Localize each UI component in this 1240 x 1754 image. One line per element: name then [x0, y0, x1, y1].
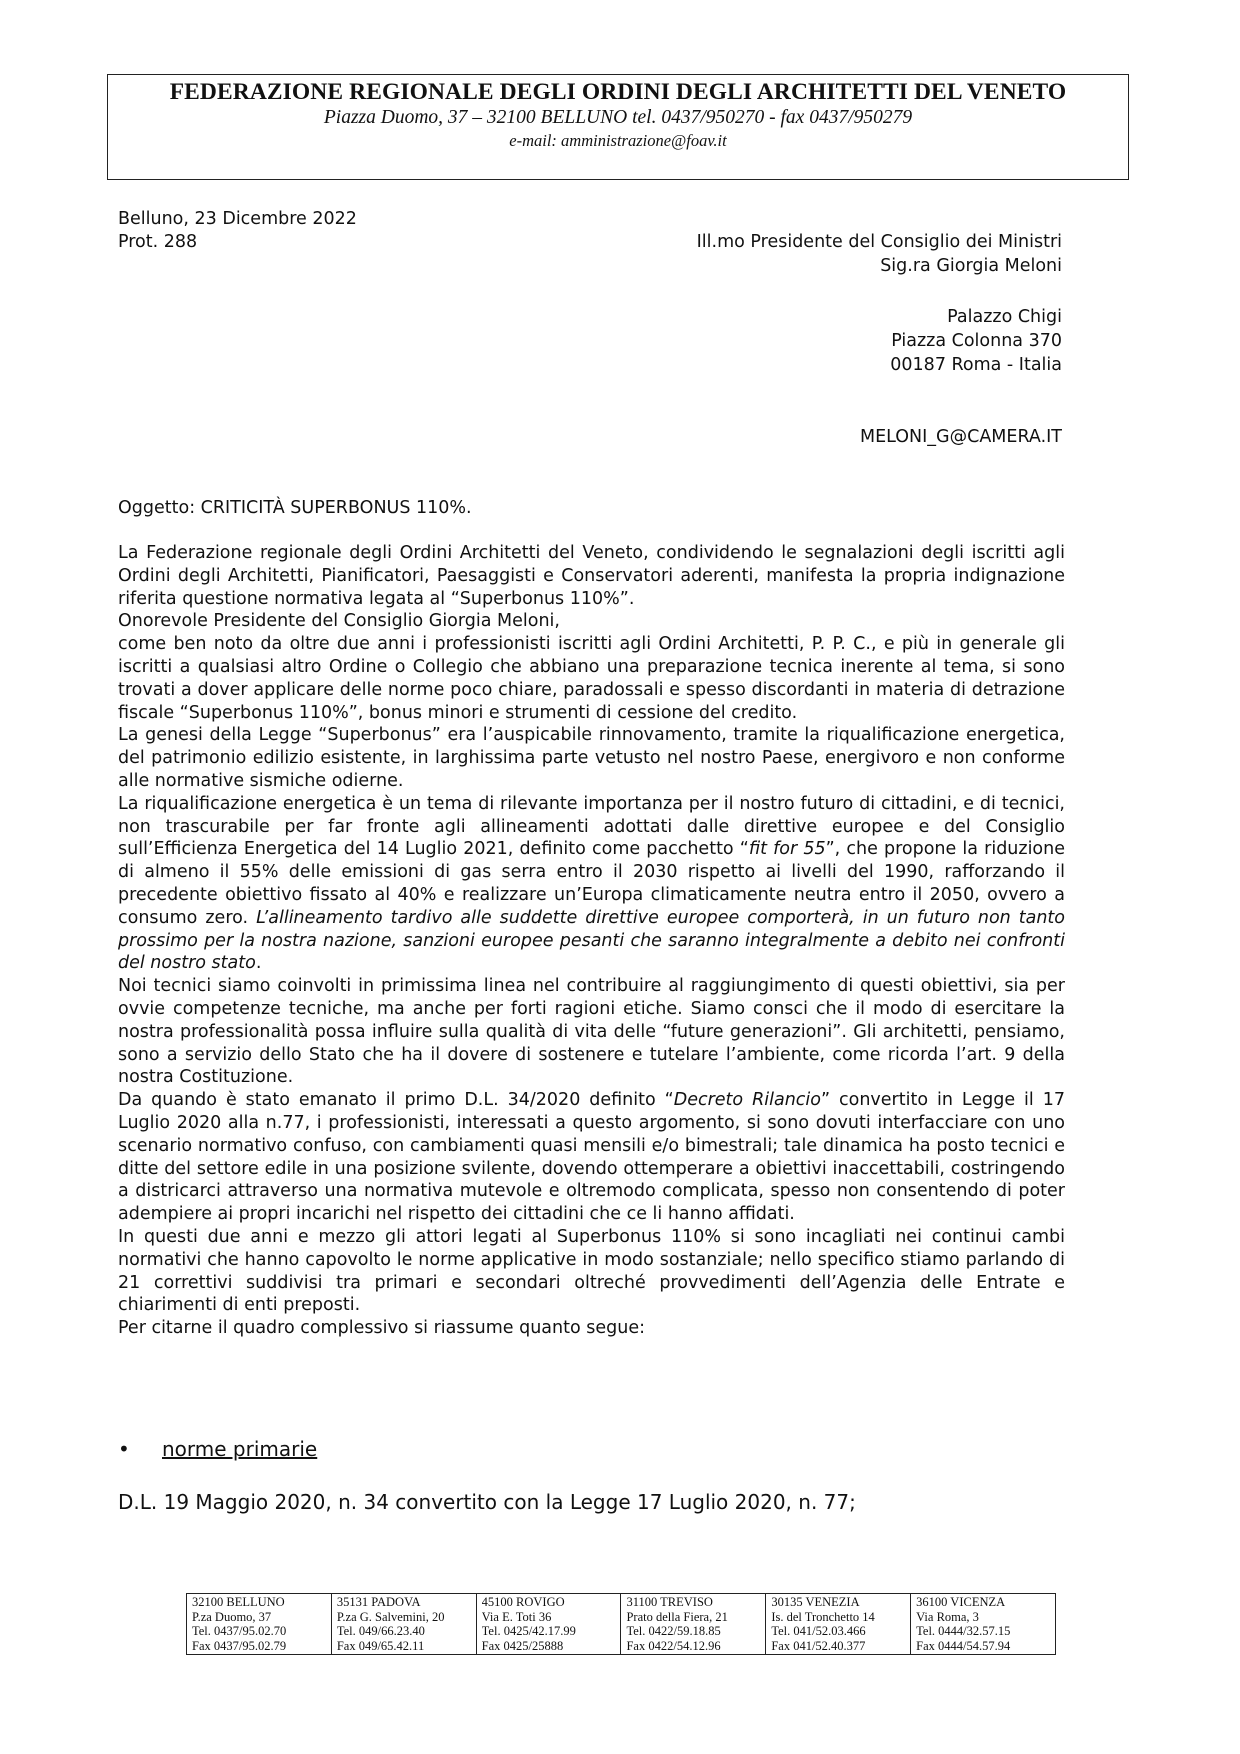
recipient-building: Palazzo Chigi	[947, 307, 1062, 327]
office-fax: Fax 041/52.40.377	[771, 1638, 866, 1653]
office-cell	[331, 1594, 476, 1655]
text-run: .	[255, 953, 262, 974]
letterhead-email: e-mail: amministrazione@foav.it	[509, 131, 727, 150]
office-cell	[911, 1594, 1056, 1655]
paragraph: La genesi della Legge “Superbonus” era l’auspicabile rinnovamento, tramite la riqualificazione energetica, del patrimonio edilizio esistente, in larghissima parte vetusto nel nostro Paese, energivoro e non conforme alle normative sismiche odierne.	[118, 725, 1065, 791]
letter-body	[118, 542, 1065, 1340]
office-cell	[476, 1594, 621, 1655]
bullet-label: norme primarie	[162, 1437, 318, 1461]
emphasis-text: Decreto Rilancio	[673, 1090, 821, 1111]
paragraph: come ben noto da oltre due anni i professionisti iscritti agli Ordini Architetti, P. P. C., e più in generale gli iscritti a qualsiasi altro Ordine o Collegio che abbiano una preparazione tecnica inerente al tema, si sono trovati a dover applicare delle norme poco chiare, paradossali e spesso discordanti in materia di detrazione fiscale “Superbonus 110%”, bonus minori e strumenti di cessione del credito.	[118, 634, 1065, 723]
office-address: P.za G. Salvemini, 20	[336, 1609, 445, 1624]
office-address: Prato della Fiera, 21	[626, 1609, 728, 1624]
recipient-email: MELONI_G@CAMERA.IT	[860, 427, 1062, 447]
office-cell	[766, 1594, 911, 1655]
office-city: 45100 ROVIGO	[481, 1595, 565, 1609]
text-run: ”, che propone la riduzione di almeno il 55% delle emissioni di gas serra entro il 2030 rispetto ai livelli del 1990, rafforzando il precedente obiettivo fissato al 40% e realizzare un’Europa climaticamente neutra entro il 2050, ovvero a consumo zero.	[118, 839, 1066, 928]
text-run: La riqualificazione energetica è un tema di rilevante importanza per il nostro futuro di cittadini, e di tecnici, non trascurabile per far fronte agli allineamenti adottati dalle direttive europee e del Consiglio sull’Efficienza Energetica del 14 Luglio 2021, definito come pacchetto “	[118, 793, 1065, 860]
office-city: 32100 BELLUNO	[192, 1595, 285, 1609]
office-fax: Fax 049/65.42.11	[336, 1638, 425, 1653]
paragraph: Onorevole Presidente del Consiglio Giorgia Meloni,	[118, 611, 560, 632]
office-tel: Tel. 041/52.03.466	[771, 1624, 866, 1638]
office-tel: Tel. 049/66.23.40	[336, 1624, 425, 1638]
office-address: Via Roma, 3	[916, 1609, 979, 1624]
office-fax: Fax 0422/54.12.96	[626, 1638, 721, 1653]
subject-line: Oggetto: CRITICITÀ SUPERBONUS 110%.	[118, 498, 472, 518]
paragraph: La Federazione regionale degli Ordini Architetti del Veneto, condividendo le segnalazioni degli iscritti agli Ordini degli Architetti, Pianificatori, Paesaggisti e Conservatori aderenti, manifesta la propria indignazione riferita questione normativa legata al “Superbonus 110%”.	[118, 543, 1065, 609]
paragraph: In questi due anni e mezzo gli attori legati al Superbonus 110% si sono incagliati nei continui cambi normativi che hanno capovolto le norme applicative in modo sostanziale; nello specifico stiamo parlando di 21 correttivi suddivisi tra primari e secondari oltreché provvedimenti dell’Agenzia delle Entrate e chiarimenti di enti preposti.	[118, 1226, 1065, 1316]
recipient-name: Sig.ra Giorgia Meloni	[880, 256, 1062, 276]
offices-row	[187, 1594, 1056, 1655]
bullet-item	[118, 1437, 317, 1461]
protocol-number: Prot. 288	[118, 232, 198, 252]
recipient-street: Piazza Colonna 370	[891, 331, 1062, 351]
office-city: 31100 TREVISO	[626, 1595, 713, 1609]
offices-table	[186, 1593, 1056, 1655]
place-date: Belluno, 23 Dicembre 2022	[118, 209, 357, 229]
office-address: Via E. Toti 36	[481, 1609, 552, 1624]
office-city: 35131 PADOVA	[336, 1595, 421, 1609]
letterhead	[107, 74, 1129, 180]
office-city: 30135 VENEZIA	[771, 1595, 860, 1609]
paragraph	[118, 793, 1065, 975]
emphasis-text: fit for 55	[748, 839, 826, 860]
emphasis-text: L’allineamento tardivo alle suddette direttive europee comporterà, in un futuro non tanto prossimo per la nostra nazione, sanzioni europee pesanti che saranno integralmente a debito nei confronti del nostro stato	[118, 907, 1066, 974]
office-cell	[621, 1594, 766, 1655]
office-cell	[187, 1594, 332, 1655]
office-tel: Tel. 0425/42.17.99	[481, 1624, 576, 1638]
bullet-icon: •	[118, 1437, 130, 1461]
letterhead-address: Piazza Duomo, 37 – 32100 BELLUNO tel. 0437/950270 - fax 0437/950279	[323, 107, 913, 128]
paragraph	[118, 1089, 1065, 1226]
office-address: Is. del Tronchetto 14	[771, 1609, 875, 1624]
office-tel: Tel. 0437/95.02.70	[192, 1624, 287, 1638]
text-run: Da quando è stato emanato il primo D.L. 34/2020 definito “	[118, 1090, 674, 1111]
office-address: P.za Duomo, 37	[192, 1609, 272, 1624]
office-city: 36100 VICENZA	[916, 1595, 1006, 1609]
office-tel: Tel. 0422/59.18.85	[626, 1624, 721, 1638]
letterhead-title: FEDERAZIONE REGIONALE DEGLI ORDINI DEGLI ARCHITETTI DEL VENETO	[169, 79, 1067, 105]
office-fax: Fax 0437/95.02.79	[192, 1638, 287, 1653]
recipient-city: 00187 Roma - Italia	[890, 355, 1062, 375]
law-reference: D.L. 19 Maggio 2020, n. 34 convertito con la Legge 17 Luglio 2020, n. 77;	[118, 1490, 856, 1514]
recipient-title: Ill.mo Presidente del Consiglio dei Ministri	[696, 232, 1062, 252]
paragraph: Per citarne il quadro complessivo si riassume quanto segue:	[118, 1318, 645, 1339]
office-fax: Fax 0444/54.57.94	[916, 1638, 1011, 1653]
text-run: ” convertito in Legge il 17 Luglio 2020 alla n.77, i professionisti, interessati a questo argomento, si sono dovuti interfacciare con uno scenario normativo confuso, con cambiamenti quasi mensili e/o bimestrali; tale dinamica ha posto tecnici e ditte del settore edile in una posizione svilente, dovendo ottemperare a obiettivi inaccettabili, costringendo a districarci attraverso una normativa mutevole e oltremodo complicata, spesso non consentendo di poter adempiere ai propri incarichi nel rispetto dei cittadini che ce li hanno affidati.	[118, 1090, 1065, 1225]
office-fax: Fax 0425/25888	[481, 1638, 564, 1653]
office-tel: Tel. 0444/32.57.15	[916, 1624, 1011, 1638]
paragraph: Noi tecnici siamo coinvolti in primissima linea nel contribuire al raggiungimento di questi obiettivi, sia per ovvie competenze tecniche, ma anche per forti ragioni etiche. Siamo consci che il modo di esercitare la nostra professionalità possa influire sulla qualità di vita delle “future generazioni”. Gli architetti, pensiamo, sono a servizio dello Stato che ha il dovere di sostenere e tutelare l’ambiente, come ricorda l’art. 9 della nostra Costituzione.	[118, 976, 1065, 1088]
